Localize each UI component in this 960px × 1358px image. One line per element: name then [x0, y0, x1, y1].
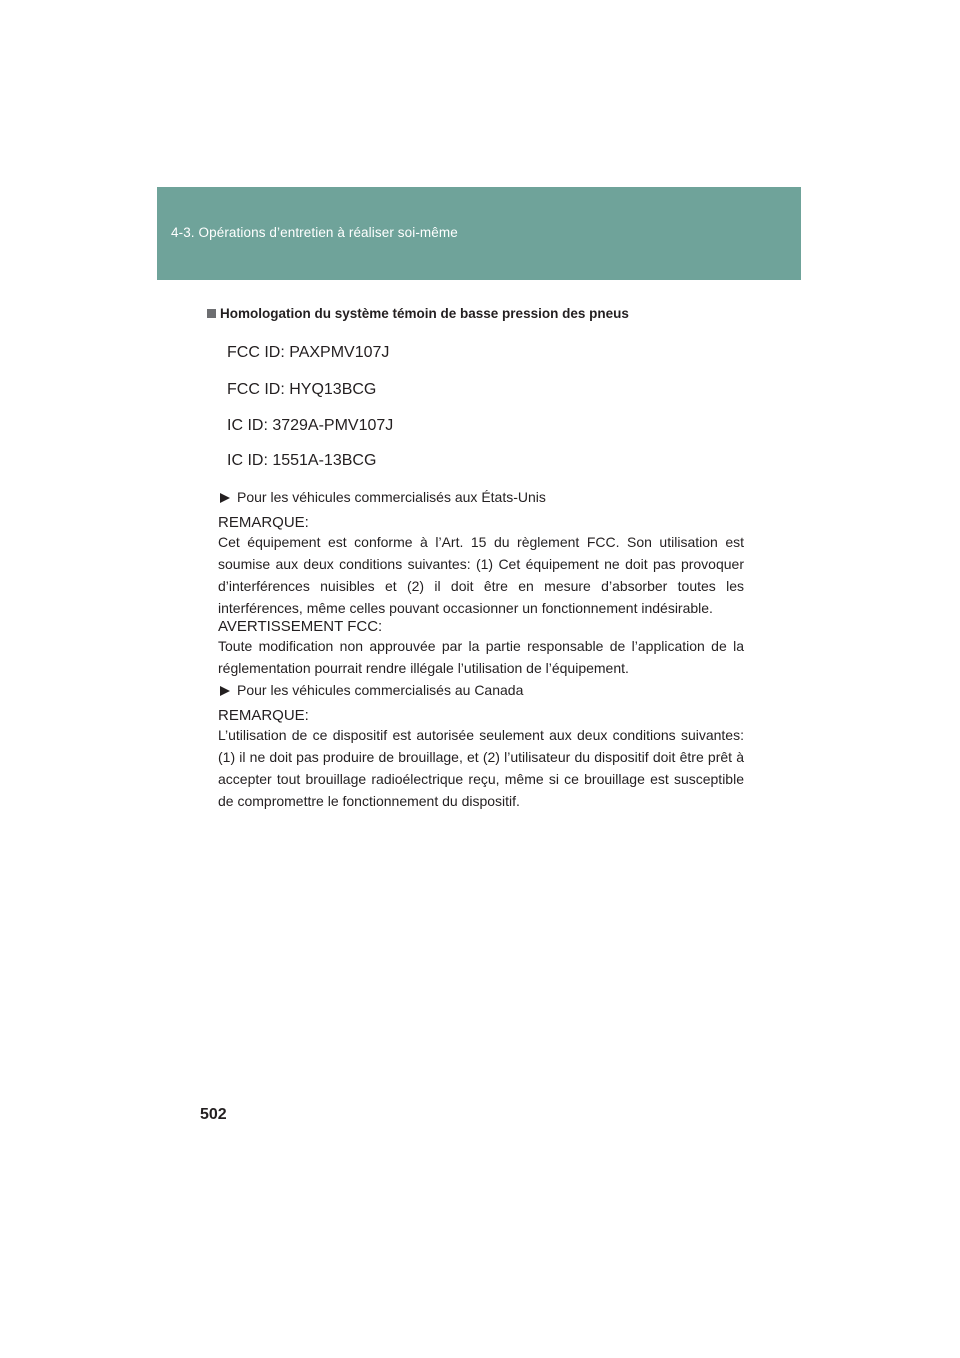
canada-note-text: L’utilisation de ce dispositif est autorisée seulement aux deux conditions suivantes: (1) il ne doit pas produire de brouillage, et (2) l’utilisateur du dispositif doit être prêt à accepter tout brouillage radioélectrique reçu, même si ce brouillage est susceptible de compromettre le fonctionnement du dispositif.: [218, 727, 744, 809]
page-number: 502: [200, 1106, 227, 1123]
fcc-warning-text: Toute modification non approuvée par la partie responsable de l’application de la réglementation pourrait rendre illégale l’utilisation de l’équipement.: [218, 638, 744, 676]
fcc-warning-label: AVERTISSEMENT FCC:: [218, 618, 383, 635]
square-bullet-icon: [207, 309, 216, 318]
usa-note-text: Cet équipement est conforme à l’Art. 15 du règlement FCC. Son utilisation est soumise aux deux conditions suivantes: (1) Cet équipement ne doit pas provoquer d’interférences nuisibles et (2) il doit être en mesure d’absorber toutes les interférences, même celles pouvant occasionner un fonctionnement indésirable.: [218, 534, 744, 616]
id-line: FCC ID: HYQ13BCG: [227, 381, 377, 398]
id-line: FCC ID: PAXPMV107J: [227, 344, 390, 361]
chapter-title: 4-3. Opérations d’entretien à réaliser soi-même: [171, 225, 458, 240]
section-heading-text: Homologation du système témoin de basse pression des pneus: [220, 306, 629, 321]
triangle-bullet-icon: [220, 686, 230, 696]
usa-note-label: REMARQUE:: [218, 514, 309, 531]
chapter-header: [157, 187, 801, 280]
usa-bullet-text: Pour les véhicules commercialisés aux États-Unis: [237, 489, 546, 505]
id-line: IC ID: 1551A-13BCG: [227, 452, 377, 469]
canada-bullet: [220, 682, 523, 698]
canada-bullet-text: Pour les véhicules commercialisés au Canada: [237, 682, 524, 698]
usa-bullet: [220, 489, 546, 505]
section-heading: [207, 306, 629, 321]
canada-note-label: REMARQUE:: [218, 707, 309, 724]
id-line: IC ID: 3729A-PMV107J: [227, 417, 394, 434]
triangle-bullet-icon: [220, 493, 230, 503]
